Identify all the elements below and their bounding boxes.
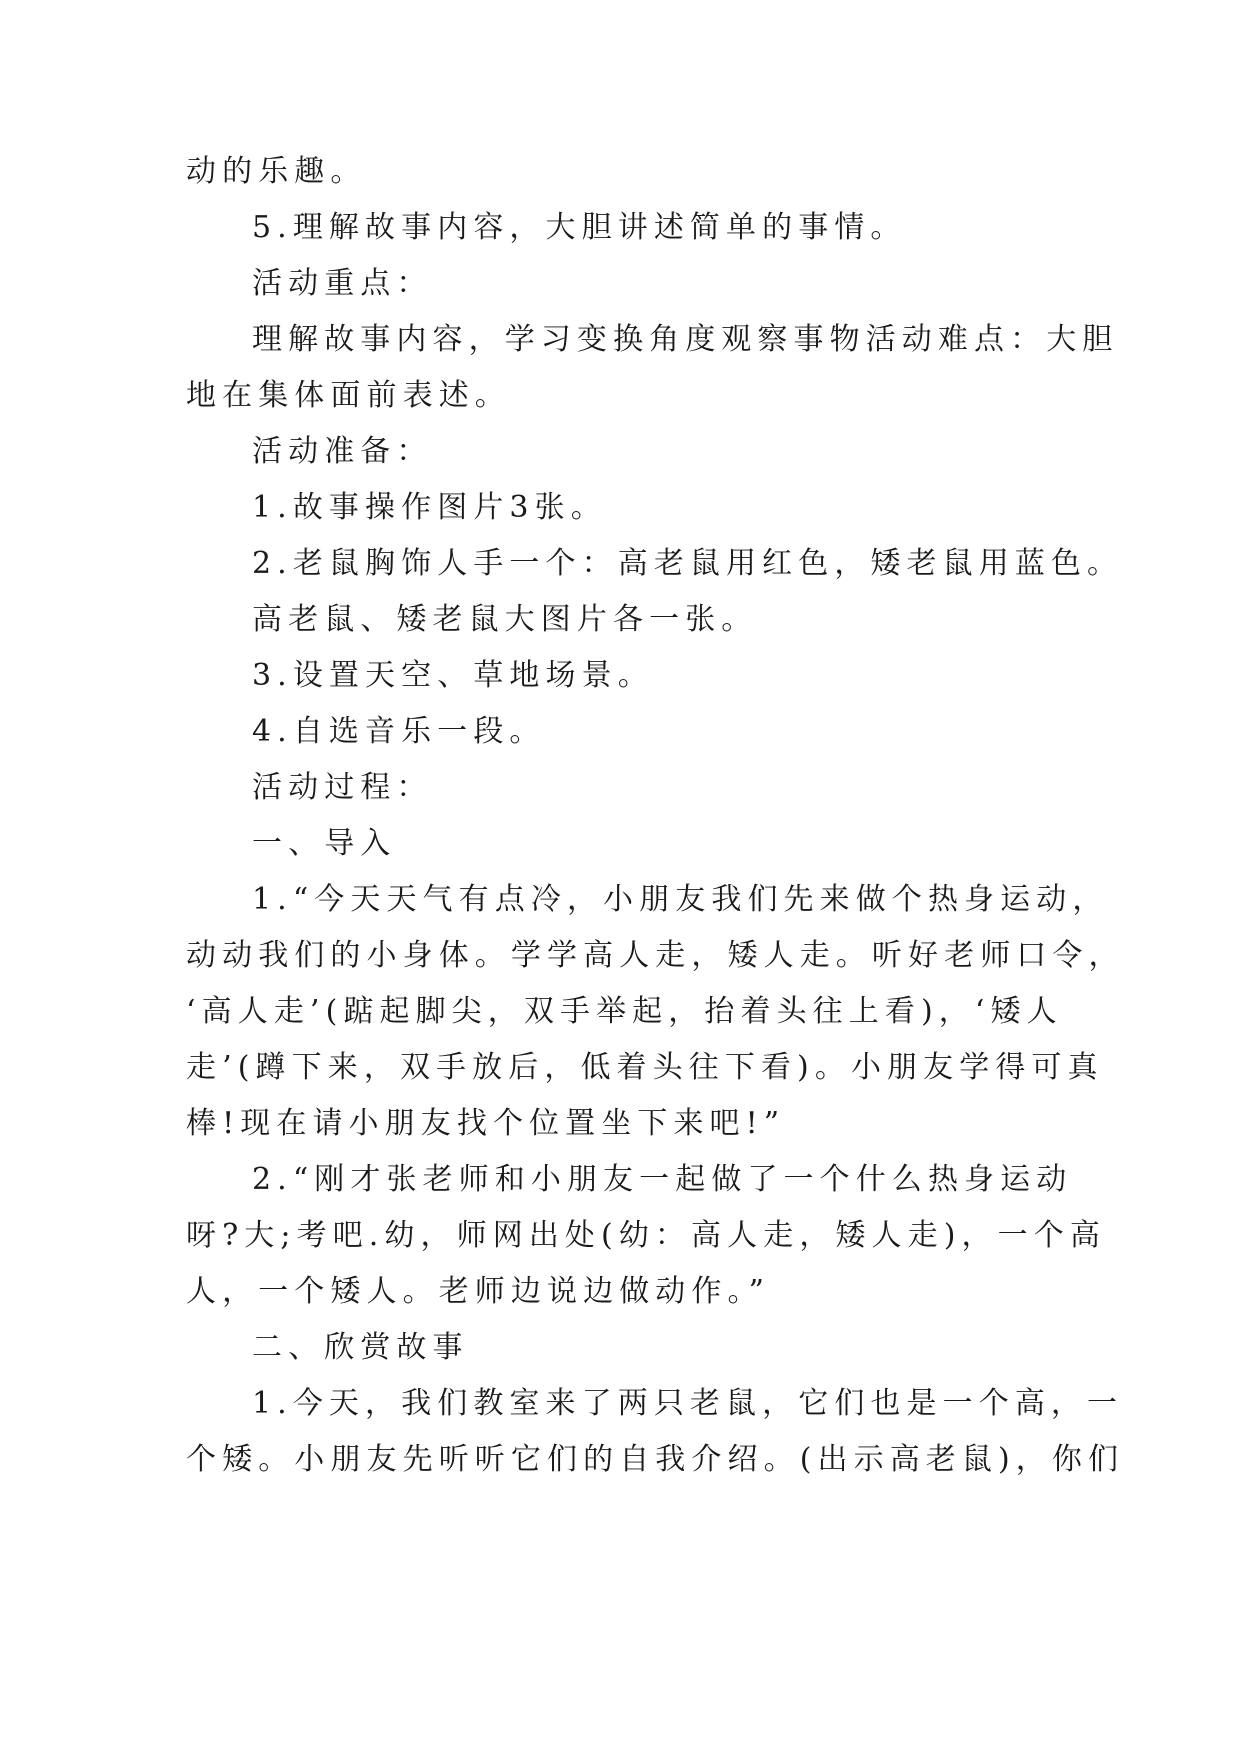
- text-line: 1.故事操作图片3张。: [252, 490, 607, 525]
- text-line: 动动我们的小身体。学学高人走，矮人走。听好老师口令，: [186, 938, 1125, 973]
- text-line: 2.老鼠胸饰人手一个：高老鼠用红色，矮老鼠用蓝色。: [252, 546, 1124, 581]
- text-line: 5.理解故事内容，大胆讲述简单的事情。: [252, 210, 907, 245]
- section-heading: 活动重点：: [252, 266, 433, 301]
- text-line: 高老鼠、矮老鼠大图片各一张。: [252, 602, 758, 637]
- text-line: 个矮。小朋友先听听它们的自我介绍。(出示高老鼠)，你们: [186, 1442, 1125, 1477]
- text-line: 走’(蹲下来，双手放后，低着头往下看)。小朋友学得可真: [186, 1050, 1104, 1085]
- section-heading: 一、导入: [252, 826, 397, 861]
- text-line: ‘高人走’(踮起脚尖，双手举起，抬着头往上看)，‘矮人: [186, 994, 1063, 1029]
- text-line: 2.“刚才张老师和小朋友一起做了一个什么热身运动: [252, 1162, 1073, 1197]
- text-line: 理解故事内容，学习变换角度观察事物活动难点：大胆: [252, 322, 1119, 357]
- section-heading: 二、欣赏故事: [252, 1330, 469, 1365]
- text-line: 1.今天，我们教室来了两只老鼠，它们也是一个高，一: [252, 1386, 1124, 1421]
- text-line: 1.“今天天气有点冷，小朋友我们先来做个热身运动，: [252, 882, 1109, 917]
- section-heading: 活动准备：: [252, 434, 433, 469]
- section-heading: 活动过程：: [252, 770, 433, 805]
- text-line: 动的乐趣。: [186, 154, 367, 189]
- text-line: 地在集体面前表述。: [186, 378, 511, 413]
- text-line: 棒!现在请小朋友找个位置坐下来吧!”: [186, 1106, 786, 1141]
- text-line: 呀?大;考吧.幼，师网出处(幼：高人走，矮人走)，一个高: [186, 1218, 1106, 1253]
- text-line: 人，一个矮人。老师边说边做动作。”: [186, 1274, 771, 1309]
- text-line: 3.设置天空、草地场景。: [252, 658, 654, 693]
- text-line: 4.自选音乐一段。: [252, 714, 546, 749]
